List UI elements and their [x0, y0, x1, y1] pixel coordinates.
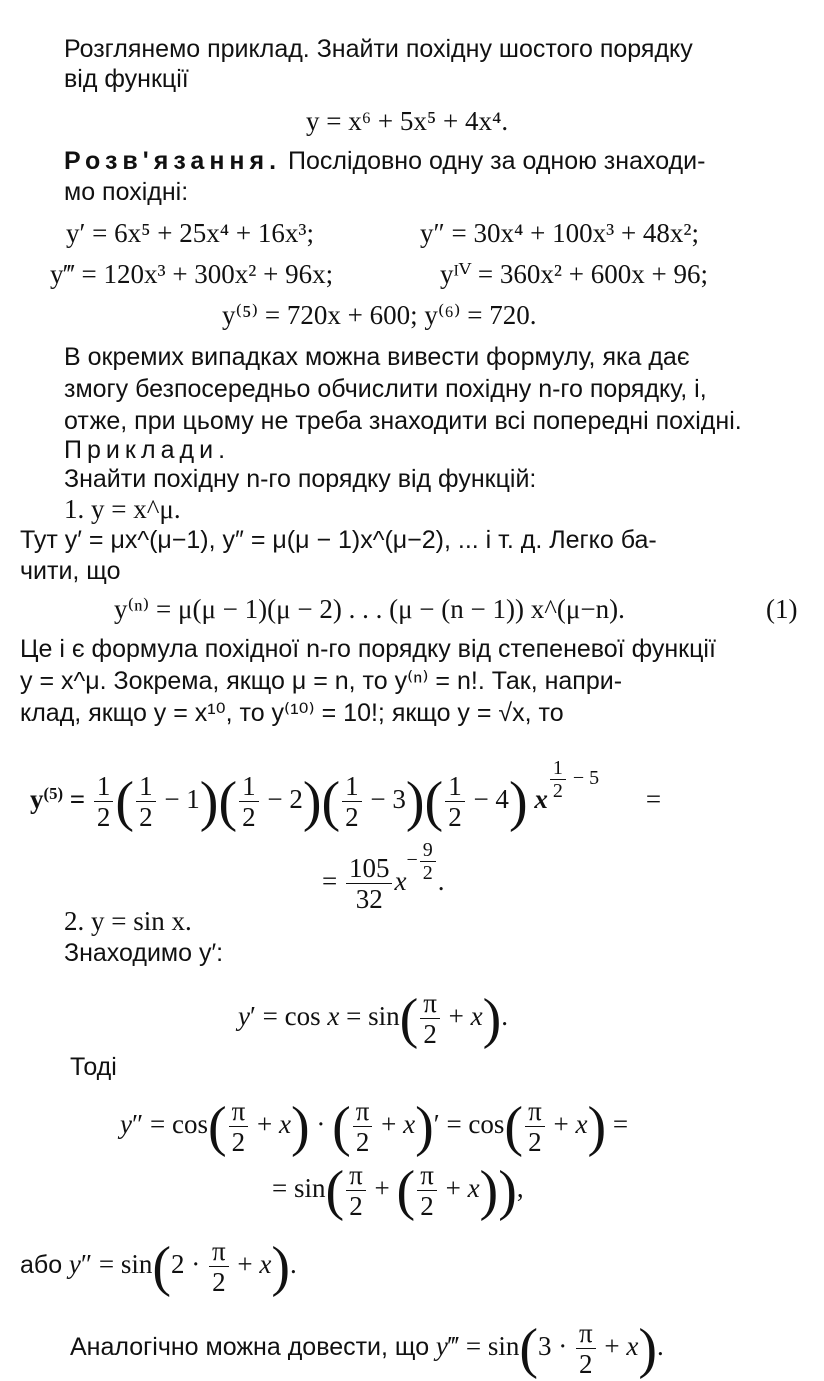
equation: y‴ = 120x³ + 300x² + 96x;: [50, 259, 334, 289]
big-equation-result: = $\frac{105}{32}$ x− $\frac{9}{2}$ .: [322, 838, 445, 915]
fraction: $\frac{1}{2}$: [445, 771, 465, 832]
fraction: $\frac{1}{2}$: [239, 771, 259, 832]
text-line: [64, 144, 705, 178]
equation: або y″ = sin(2 · $\frac{\pi}{2}$ + x).: [20, 1235, 297, 1298]
solution-text: Послідовно одну за одною знаходи-: [288, 147, 706, 175]
fraction: $\frac{1}{2}$: [136, 771, 156, 832]
equation: yᴵⱽ = 360x² + 600x + 96;: [440, 259, 708, 289]
equation: = sin( $\frac{\pi}{2}$ + ( $\frac{\pi}{2}$ + x)),: [272, 1159, 524, 1222]
example-label: 1. y = x^μ.: [64, 494, 181, 524]
section-heading: Приклади.: [64, 436, 231, 464]
equation: y⁽ⁿ⁾ = μ(μ − 1)(μ − 2) . . . (μ − (n − 1)) x^(μ−n).: [114, 594, 625, 624]
equation: y″ = 30x⁴ + 100x³ + 48x²;: [420, 218, 700, 248]
text-line: y = x^μ. Зокрема, якщо μ = n, то y⁽ⁿ⁾ = n!. Так, напри-: [20, 667, 623, 695]
big-equation: $y^{(5)}$ = $\frac{1}{2}$ ( $\frac{1}{2}$ − 1)( $\frac{1}{2}$ − 2)( $\frac{1}{2}$ − 3)( $\frac{1}{2}$ − 4) x $\frac{1}{2}$ − 5 =: [30, 756, 662, 833]
text-line: змогу безпосередньо обчислити похідну n-го порядку, і,: [64, 375, 707, 403]
equation: Аналогічно можна довести, що y‴ = sin(3 · $\frac{\pi}{2}$ + x).: [70, 1317, 664, 1380]
equation: y⁽⁵⁾ = 720x + 600; y⁽⁶⁾ = 720.: [222, 300, 537, 330]
equation-number: (1): [766, 594, 798, 624]
fraction: $\frac{1}{2}$: [94, 771, 114, 832]
text-line: чити, що: [20, 557, 121, 585]
fraction: $\frac{105}{32}$: [346, 853, 393, 914]
text-line: Це і є формула похідної n-го порядку від степеневої функції: [20, 635, 716, 663]
text-line: від функції: [64, 65, 189, 93]
solution-label: Розв'язання.: [64, 147, 282, 175]
text-line: Розглянемо приклад. Знайти похідну шостого порядку: [64, 35, 693, 63]
text-line: Знайти похідну n-го порядку від функцій:: [64, 465, 537, 493]
text-line: клад, якщо y = x¹⁰, то y⁽¹⁰⁾ = 10!; якщо y = √x, то: [20, 699, 564, 727]
example-label: 2. y = sin x.: [64, 906, 192, 936]
text-line: мо похідні:: [64, 178, 189, 206]
equation: y′ = cos x = sin( $\frac{\pi}{2}$ + x).: [238, 987, 509, 1050]
fraction: $\frac{1}{2}$: [342, 771, 362, 832]
text-line: отже, при цьому не треба знаходити всі попередні похідні.: [64, 407, 742, 435]
text-line: В окремих випадках можна вивести формулу, яка дає: [64, 343, 690, 371]
text-line: Знаходимо y′:: [64, 939, 224, 967]
text-line: Тоді: [70, 1053, 117, 1081]
equation: y′ = 6x⁵ + 25x⁴ + 16x³;: [66, 218, 315, 248]
equation: y = x⁶ + 5x⁵ + 4x⁴.: [306, 106, 509, 136]
equation: y″ = cos( $\frac{\pi}{2}$ + x) · ( $\frac{\pi}{2}$ + x)′ = cos( $\frac{\pi}{2}$ + x) =: [120, 1095, 629, 1158]
text-line: Тут y′ = μx^(μ−1), y″ = μ(μ − 1)x^(μ−2), ... і т. д. Легко ба-: [20, 526, 657, 554]
